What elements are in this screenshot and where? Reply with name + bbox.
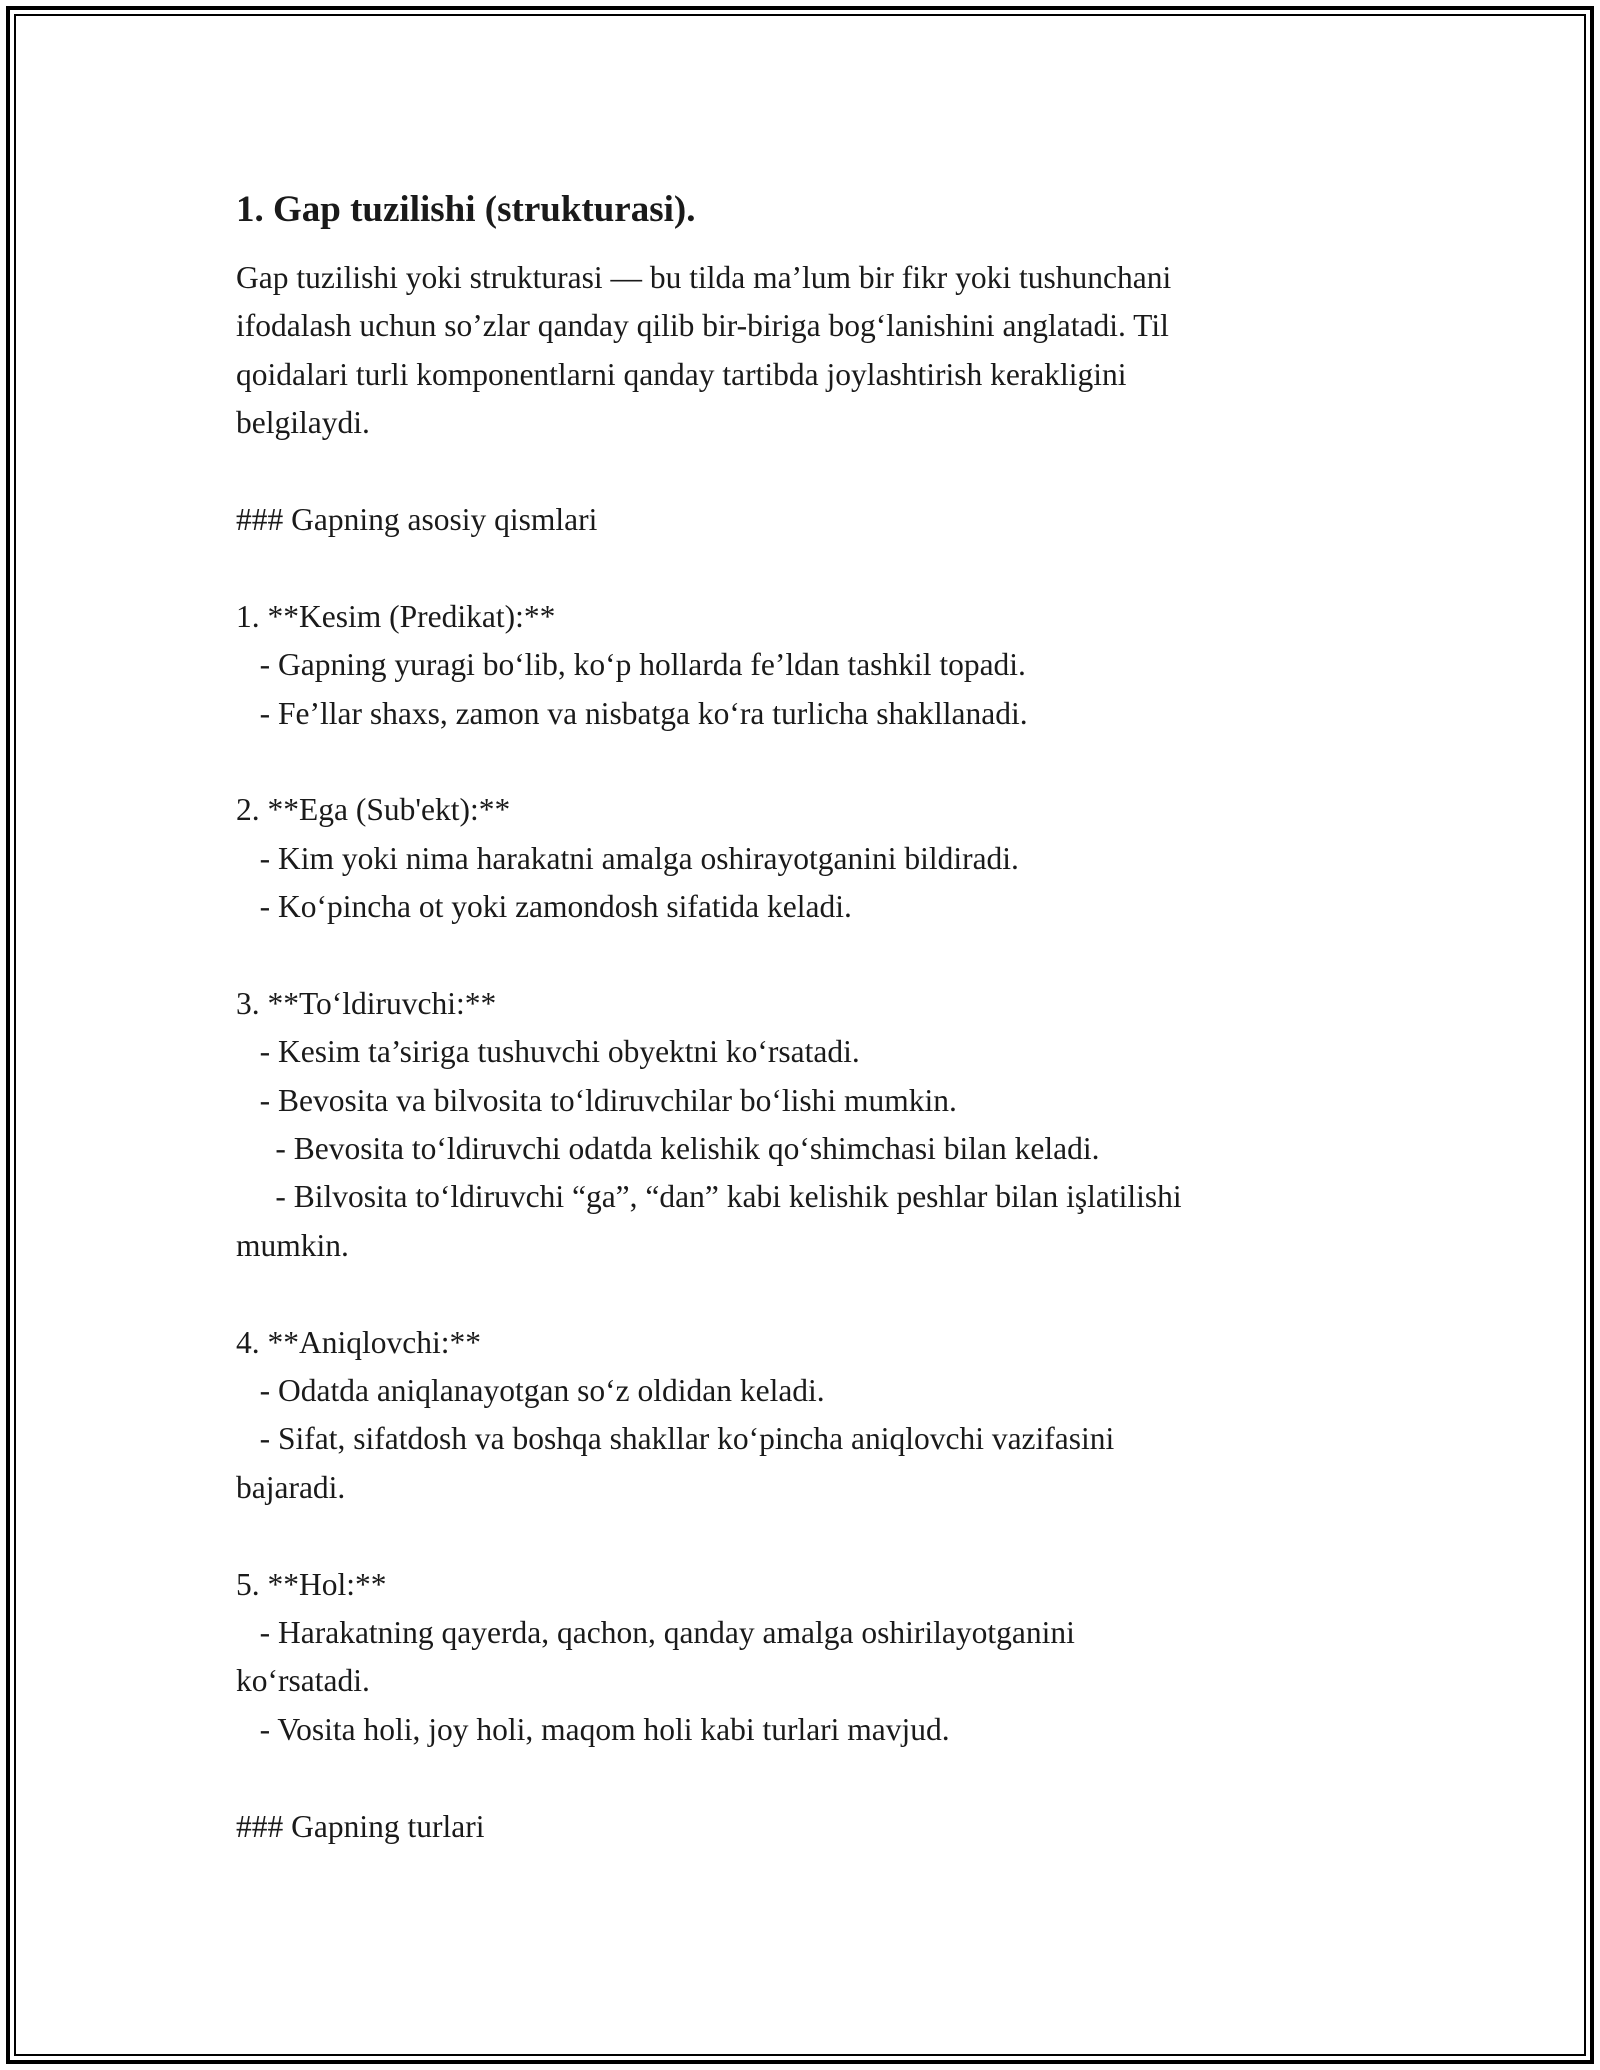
part-kesim [236,593,1366,738]
document-body [236,186,1366,1851]
part-heading: 4. **Aniqlovchi:** [236,1324,481,1360]
part-heading: 5. **Hol:** [236,1566,387,1602]
intro-line: ifodalash uchun so’zlar qanday qilib bir-biriga bog‘lanishini anglatadi. Til [236,308,1169,344]
spacer [236,1270,1366,1318]
part-line: - Sifat, sifatdosh va boshqa shakllar ko‘pincha aniqlovchi vazifasini [236,1421,1115,1457]
spacer [236,931,1366,979]
intro-line: qoidalari turli komponentlarni qanday tartibda joylashtirish kerakligini [236,356,1127,392]
part-line: - Odatda aniqlanayotgan so‘z oldidan keladi. [236,1372,825,1408]
part-line: - Fe’llar shaxs, zamon va nisbatga ko‘ra turlicha shakllanadi. [236,695,1028,731]
part-heading: 1. **Kesim (Predikat):** [236,598,556,634]
part-line: ko‘rsatadi. [236,1663,370,1699]
spacer [236,448,1366,496]
part-ega [236,786,1366,931]
part-line: - Bevosita va bilvosita to‘ldiruvchilar bo‘lishi mumkin. [236,1082,957,1118]
part-line: - Bilvosita to‘ldiruvchi “ga”, “dan” kabi kelishik peshlar bilan işlatilishi [236,1179,1182,1215]
part-line: mumkin. [236,1227,349,1263]
part-heading: 2. **Ega (Sub'ekt):** [236,792,511,828]
spacer [236,1754,1366,1802]
part-line: bajaradi. [236,1469,346,1505]
spacer [236,544,1366,592]
spacer [236,738,1366,786]
spacer [236,1512,1366,1560]
part-line: - Bevosita to‘ldiruvchi odatda kelishik qo‘shimchasi bilan keladi. [236,1131,1100,1167]
intro-line: belgilaydi. [236,405,370,441]
intro-line: Gap tuzilishi yoki strukturasi — bu tilda ma’lum bir fikr yoki tushunchani [236,260,1172,295]
part-hol [236,1561,1366,1755]
section-heading-types: ### Gapning turlari [236,1808,485,1844]
section-heading-main-parts: ### Gapning asosiy qismlari [236,501,598,537]
part-line: - Gapning yuragi bo‘lib, ko‘p hollarda fe’ldan tashkil topadi. [236,647,1026,683]
part-line: - Kim yoki nima harakatni amalga oshirayotganini bildiradi. [236,840,1019,876]
intro-paragraph [236,254,1366,448]
part-line: - Harakatning qayerda, qachon, qanday amalga oshirilayotganini [236,1614,1075,1650]
part-line: - Kesim ta’siriga tushuvchi obyektni ko‘rsatadi. [236,1034,860,1070]
part-aniqlovchi [236,1319,1366,1513]
part-line: - Vosita holi, joy holi, maqom holi kabi turlari mavjud. [236,1711,950,1747]
part-heading: 3. **To‘ldiruvchi:** [236,985,497,1021]
part-line: - Ko‘pincha ot yoki zamondosh sifatida keladi. [236,889,852,925]
part-toldiruvchi [236,980,1366,1270]
page-title: 1. Gap tuzilishi (strukturasi). [236,189,696,230]
